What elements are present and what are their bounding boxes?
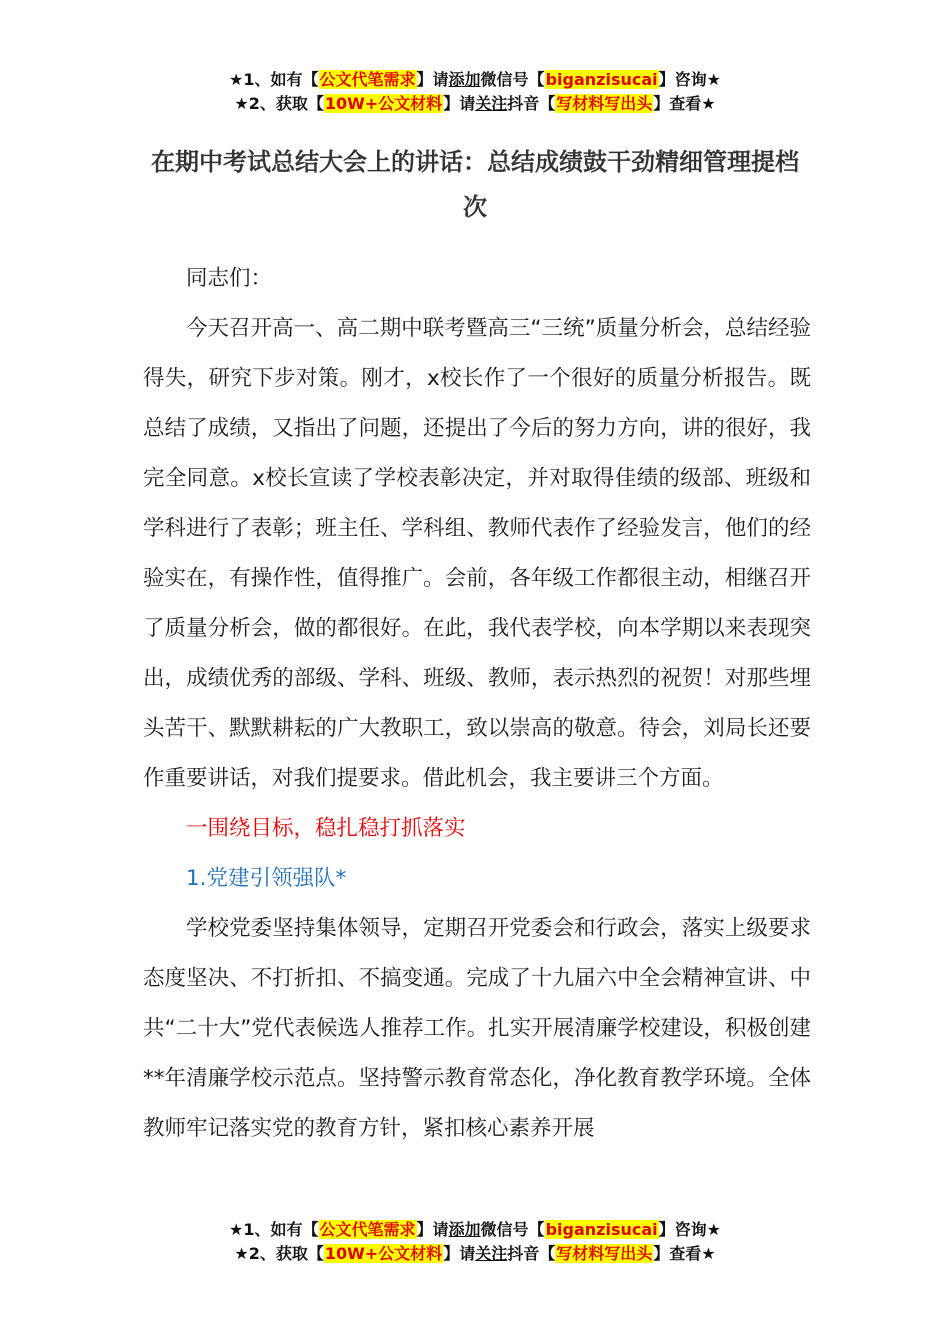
- subsection-heading: 1.党建引领强队*: [186, 866, 347, 891]
- promo-banner-top: [0, 68, 950, 116]
- highlight-text: 10W+公文材料: [324, 1244, 443, 1263]
- document-body: [143, 254, 811, 1154]
- document-title: 在期中考试总结大会上的讲话：总结成绩鼓干劲精细管理提档次: [151, 148, 799, 221]
- underlined-text: 关注: [475, 1244, 508, 1263]
- highlight-text: 10W+公文材料: [324, 94, 443, 113]
- underlined-text: 关注: [475, 94, 508, 113]
- body-paragraph: 学校党委坚持集体领导，定期召开党委会和行政会，落实上级要求态度坚决、不打折扣、不搞变通。完成了十九届六中全会精神宣讲、中共“二十大”党代表候选人推荐工作。扎实开展清廉学校建设，积极创建**年清廉学校示范点。坚持警示教育常态化，净化教育教学环境。全体教师牢记落实党的教育方针，紧扣核心素养开展: [143, 916, 811, 1141]
- highlight-text: 公文代笔需求: [319, 1220, 416, 1239]
- promo-line-1: ★1、如有【公文代笔需求】请添加微信号【biganzisucai】咨询★: [229, 70, 721, 89]
- highlight-text: biganzisucai: [545, 1220, 658, 1239]
- highlight-text: biganzisucai: [545, 70, 658, 89]
- highlight-text: 写材料写出头: [556, 1244, 653, 1263]
- underlined-text: 添加: [448, 70, 481, 89]
- promo-line-1: ★1、如有【公文代笔需求】请添加微信号【biganzisucai】咨询★: [229, 1220, 721, 1239]
- underlined-text: 添加: [448, 1220, 481, 1239]
- body-paragraph: 今天召开高一、高二期中联考暨高三“三统”质量分析会，总结经验得失，研究下步对策。刚才，x校长作了一个很好的质量分析报告。既总结了成绩，又指出了问题，还提出了今后的努力方向，讲的很好，我完全同意。x校长宣读了学校表彰决定，并对取得佳绩的级部、班级和学科进行了表彰；班主任、学科组、教师代表作了经验发言，他们的经验实在，有操作性，值得推广。会前，各年级工作都很主动，相继召开了质量分析会，做的都很好。在此，我代表学校，向本学期以来表现突出，成绩优秀的部级、学科、班级、教师，表示热烈的祝贺！对那些埋头苦干、默默耕耘的广大教职工，致以崇高的敬意。待会，刘局长还要作重要讲话，对我们提要求。借此机会，我主要讲三个方面。: [143, 316, 811, 791]
- highlight-text: 公文代笔需求: [319, 70, 416, 89]
- promo-line-2: ★2、获取【10W+公文材料】请关注抖音【写材料写出头】查看★: [234, 1244, 716, 1263]
- section-heading: 一围绕目标，稳扎稳打抓落实: [186, 816, 466, 841]
- salutation: 同志们：: [186, 266, 273, 291]
- promo-line-2: ★2、获取【10W+公文材料】请关注抖音【写材料写出头】查看★: [234, 94, 716, 113]
- highlight-text: 写材料写出头: [556, 94, 653, 113]
- promo-banner-bottom: [0, 1218, 950, 1266]
